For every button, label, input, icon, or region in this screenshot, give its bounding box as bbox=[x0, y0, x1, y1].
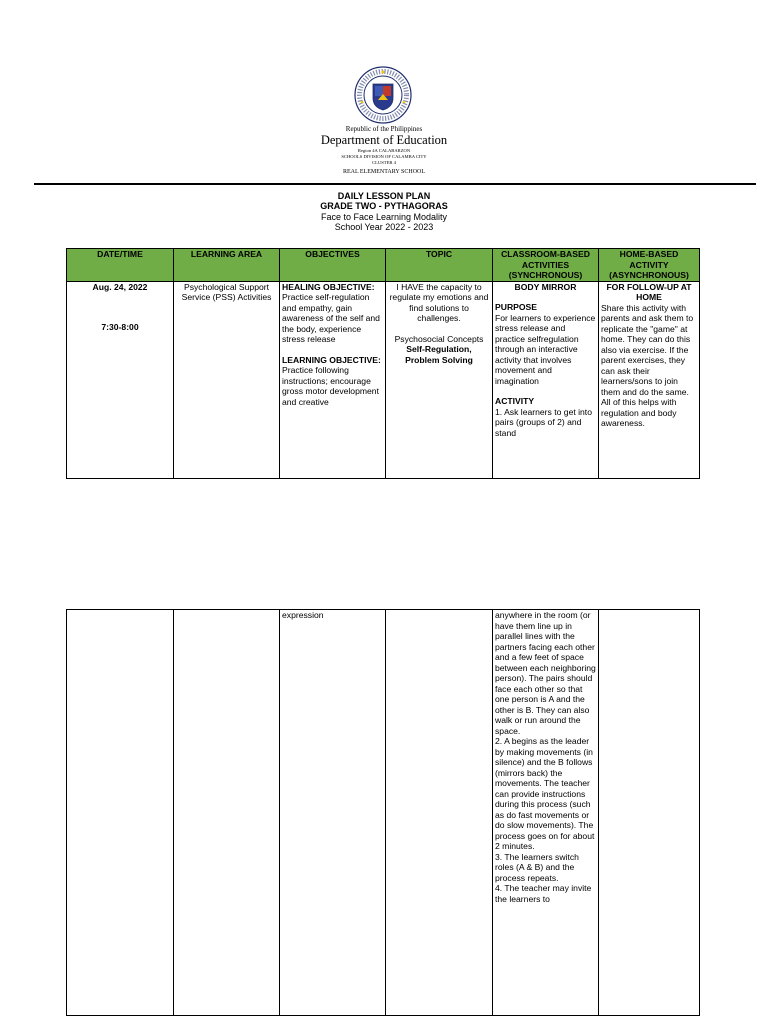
topic-concepts: Psychosocial Concepts bbox=[394, 333, 484, 344]
objectives-cell bbox=[280, 281, 386, 478]
department-name: Department of Education bbox=[320, 133, 448, 147]
header-learning-area: LEARNING AREA bbox=[174, 249, 280, 282]
header-objectives: OBJECTIVES bbox=[280, 249, 386, 282]
learning-area-cell: Psychological Support Service (PSS) Activities bbox=[174, 281, 280, 478]
topic-cell bbox=[386, 281, 493, 478]
grade-label: GRADE TWO - PYTHAGORAS bbox=[320, 201, 448, 211]
deped-seal-logo bbox=[354, 66, 412, 124]
lesson-time: 7:30-8:00 bbox=[101, 322, 139, 332]
classroom-activity-cell-continued bbox=[493, 610, 599, 1016]
lesson-plan-table-continued bbox=[66, 609, 700, 1016]
topic-statement: I HAVE the capacity to regulate my emotions and find solutions to challenges. bbox=[389, 281, 489, 323]
header-divider bbox=[34, 183, 756, 185]
table-row bbox=[67, 610, 700, 1016]
topic-focus: Self-Regulation, Problem Solving bbox=[405, 344, 473, 365]
activity-title: BODY MIRROR bbox=[514, 281, 577, 292]
header-topic: TOPIC bbox=[386, 249, 493, 282]
modality-label: Face to Face Learning Modality bbox=[320, 212, 448, 222]
header-home-activity: HOME-BASED ACTIVITY (ASYNCHRONOUS) bbox=[599, 249, 700, 282]
healing-objective-heading: HEALING OBJECTIVE: bbox=[282, 281, 375, 292]
home-activity-text: Share this activity with parents and ask them to replicate the "game" at home. They can do this also via exercise. If the parent exercises, they can ask their learners/sons to join them and do the same. All of this helps with regulation and body awareness. bbox=[601, 302, 694, 428]
header-date-time: DATE/TIME bbox=[67, 249, 174, 282]
school-year-label: School Year 2022 - 2023 bbox=[334, 222, 434, 232]
date-time-cell bbox=[67, 281, 174, 478]
objectives-cell-continued bbox=[280, 610, 386, 1016]
division-label: SCHOOLS DIVISION OF CALAMBA CITY bbox=[341, 154, 427, 159]
date-time-cell-continued bbox=[67, 610, 174, 1016]
learning-objective-continued: expression bbox=[282, 610, 324, 620]
school-name: REAL ELEMENTARY SCHOOL bbox=[342, 169, 426, 175]
activity-step-1: 1. Ask learners to get into pairs (groups of 2) and stand bbox=[495, 406, 592, 438]
table-row bbox=[67, 281, 700, 478]
topic-cell-continued bbox=[386, 610, 493, 1016]
region-label: Region 4A CALABARZON bbox=[357, 148, 411, 153]
republic-label: Republic of the Philippines bbox=[345, 125, 423, 133]
learning-objective-text: Practice following instructions; encourage gross motor development and creative bbox=[282, 365, 379, 407]
lesson-date: Aug. 24, 2022 bbox=[92, 281, 148, 292]
home-activity-title: FOR FOLLOW-UP AT HOME bbox=[606, 281, 692, 302]
activity-heading: ACTIVITY bbox=[495, 396, 535, 406]
activity-step-1-continued: anywhere in the room (or have them line up in parallel lines with the partners facing each other and a few feet of space between each neighboring person). The pairs should face each other so that one person is A and the other is B. They can also walk or run around the space. bbox=[495, 610, 596, 736]
plan-title: DAILY LESSON PLAN bbox=[337, 191, 431, 201]
home-activity-cell bbox=[599, 281, 700, 478]
header-classroom-activities: CLASSROOM-BASED ACTIVITIES (SYNCHRONOUS) bbox=[493, 249, 599, 282]
classroom-activity-cell bbox=[493, 281, 599, 478]
learning-area-cell-continued bbox=[174, 610, 280, 1016]
purpose-text: For learners to experience stress release and practice selfregulation through an interactive activity that involves movement and imagination bbox=[495, 312, 596, 386]
activity-step-4: 4. The teacher may invite the learners to bbox=[495, 883, 592, 904]
purpose-heading: PURPOSE bbox=[495, 302, 538, 312]
table-header-row bbox=[67, 249, 700, 282]
activity-step-2: 2. A begins as the leader by making movements (in silence) and the B follows (mirrors back) the movements. The teacher can provide instructions during this process (such as do fast movements or do slow movements). The process goes on for about 2 minutes. bbox=[495, 736, 595, 851]
healing-objective-text: Practice self-regulation and empathy, gain awareness of the self and the body, experience stress release bbox=[282, 292, 380, 344]
activity-step-3: 3. The learners switch roles (A & B) and the process repeats. bbox=[495, 851, 579, 883]
cluster-label: CLUSTER 4 bbox=[372, 160, 396, 165]
home-activity-cell-continued bbox=[599, 610, 700, 1016]
lesson-plan-table bbox=[66, 248, 700, 479]
learning-objective-heading: LEARNING OBJECTIVE: bbox=[282, 354, 381, 365]
